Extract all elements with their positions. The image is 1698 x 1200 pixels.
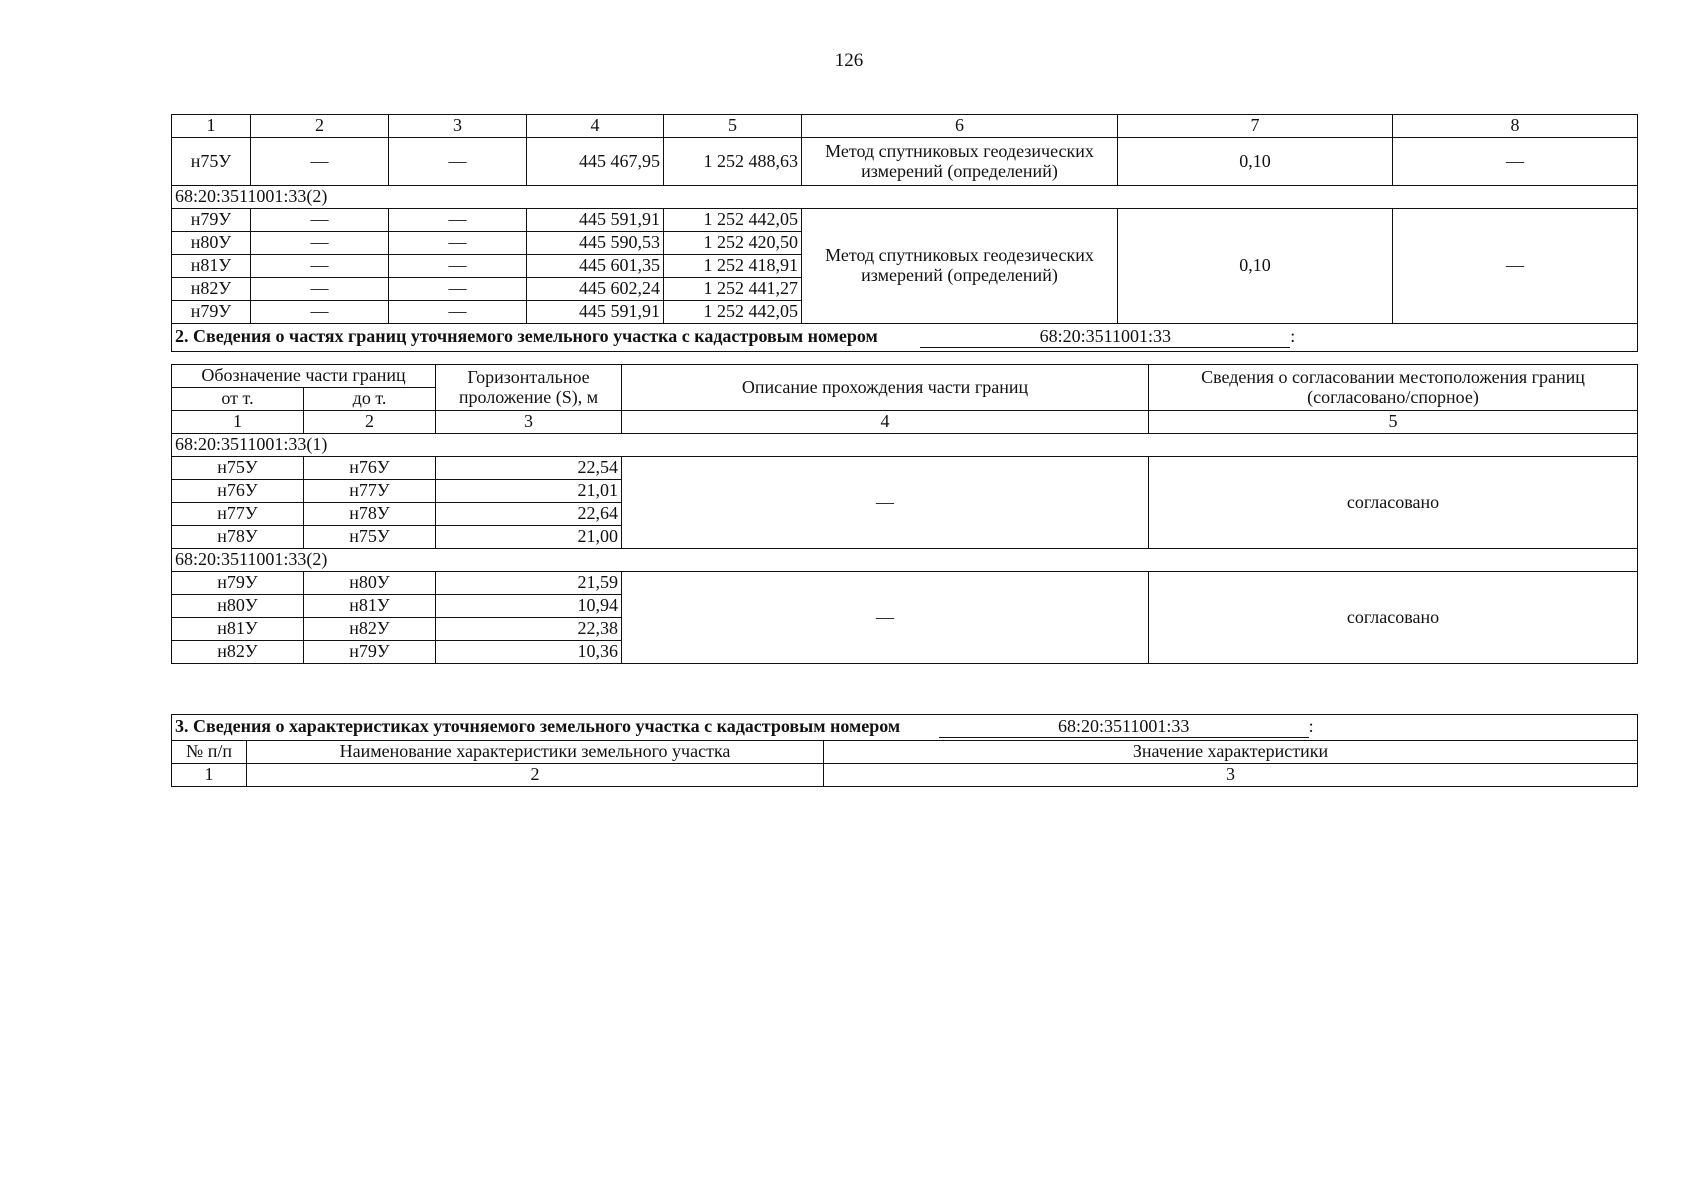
group-title-row: [172, 434, 1638, 457]
from-cell: н75У: [172, 457, 304, 480]
from-cell: н82У: [172, 641, 304, 664]
col-number: 3: [824, 764, 1638, 787]
section-2-title: [172, 324, 1638, 352]
description-cell: —: [622, 457, 1149, 549]
x-coordinate: 445 467,95: [527, 138, 664, 186]
characteristics-table: [171, 714, 1638, 787]
cell: —: [389, 209, 527, 232]
col-number: 1: [172, 115, 251, 138]
point-cell: н80У: [172, 232, 251, 255]
section-2-title-text: 2. Сведения о частях границ уточняемого земельного участка с кадастровым номером: [175, 326, 878, 347]
to-header: до т.: [304, 388, 436, 411]
num-header: № п/п: [172, 741, 247, 764]
col-number: 8: [1393, 115, 1638, 138]
to-cell: н77У: [304, 480, 436, 503]
group-title-row: [172, 186, 1638, 209]
from-cell: н80У: [172, 595, 304, 618]
y-coordinate: 1 252 441,27: [664, 278, 802, 301]
cell: —: [251, 209, 389, 232]
from-cell: н78У: [172, 526, 304, 549]
value-header: Значение характеристики: [824, 741, 1638, 764]
cell: —: [389, 301, 527, 324]
col-number: 7: [1118, 115, 1393, 138]
x-coordinate: 445 601,35: [527, 255, 664, 278]
cell: —: [251, 138, 389, 186]
agreement-cell: согласовано: [1149, 572, 1638, 664]
coordinates-table: [171, 114, 1638, 352]
col-number: 4: [622, 411, 1149, 434]
col-number: 2: [251, 115, 389, 138]
col-number: 1: [172, 411, 304, 434]
x-coordinate: 445 591,91: [527, 301, 664, 324]
point-cell: н82У: [172, 278, 251, 301]
column-number-row: [172, 115, 1638, 138]
group-title: 68:20:3511001:33(1): [172, 434, 1638, 457]
cell: —: [389, 278, 527, 301]
table-row: [172, 572, 1638, 595]
page-number: 126: [834, 50, 864, 71]
distance-cell: 21,01: [436, 480, 622, 503]
cell: —: [1393, 138, 1638, 186]
cell: —: [389, 232, 527, 255]
designation-header: Обозначение части границ: [172, 365, 436, 388]
horizontal-header: Горизонтальное проложение (S), м: [436, 365, 622, 411]
from-cell: н81У: [172, 618, 304, 641]
table-row: [172, 457, 1638, 480]
col-number: 3: [389, 115, 527, 138]
col-number: 2: [247, 764, 824, 787]
column-number-row: [172, 411, 1638, 434]
column-number-row: [172, 764, 1638, 787]
group-title: 68:20:3511001:33(2): [172, 549, 1638, 572]
section-3-cadastral: 68:20:3511001:33: [939, 717, 1309, 738]
y-coordinate: 1 252 418,91: [664, 255, 802, 278]
cell: —: [389, 255, 527, 278]
cell: —: [1393, 209, 1638, 324]
to-cell: н80У: [304, 572, 436, 595]
description-header: Описание прохождения части границ: [622, 365, 1149, 411]
from-cell: н79У: [172, 572, 304, 595]
agreement-cell: согласовано: [1149, 457, 1638, 549]
col-number: 1: [172, 764, 247, 787]
method-cell: Метод спутниковых геодезических измерений (определений): [802, 138, 1118, 186]
x-coordinate: 445 590,53: [527, 232, 664, 255]
colon: :: [1290, 326, 1296, 347]
header-row: [172, 741, 1638, 764]
accuracy-cell: 0,10: [1118, 209, 1393, 324]
to-cell: н76У: [304, 457, 436, 480]
name-header: Наименование характеристики земельного участка: [247, 741, 824, 764]
cell: —: [251, 301, 389, 324]
col-number: 3: [436, 411, 622, 434]
col-number: 2: [304, 411, 436, 434]
group-title-row: [172, 549, 1638, 572]
to-cell: н79У: [304, 641, 436, 664]
group-title: 68:20:3511001:33(2): [172, 186, 1638, 209]
col-number: 6: [802, 115, 1118, 138]
point-cell: н81У: [172, 255, 251, 278]
distance-cell: 21,00: [436, 526, 622, 549]
colon: :: [1308, 716, 1314, 737]
y-coordinate: 1 252 442,05: [664, 301, 802, 324]
accuracy-cell: 0,10: [1118, 138, 1393, 186]
boundary-parts-table: [171, 364, 1638, 664]
to-cell: н81У: [304, 595, 436, 618]
cell: —: [251, 232, 389, 255]
description-cell: —: [622, 572, 1149, 664]
section-3-title-text: 3. Сведения о характеристиках уточняемого земельного участка с кадастровым номером: [175, 716, 901, 737]
table-row: [172, 209, 1638, 232]
header-row: [172, 365, 1638, 388]
col-number: 5: [664, 115, 802, 138]
distance-cell: 10,36: [436, 641, 622, 664]
y-coordinate: 1 252 420,50: [664, 232, 802, 255]
to-cell: н75У: [304, 526, 436, 549]
y-coordinate: 1 252 442,05: [664, 209, 802, 232]
section-3-title: [172, 715, 1638, 741]
table-row: [172, 138, 1638, 186]
col-number: 5: [1149, 411, 1638, 434]
point-cell: н79У: [172, 209, 251, 232]
from-header: от т.: [172, 388, 304, 411]
agreement-header: Сведения о согласовании местоположения границ (согласовано/спорное): [1149, 365, 1638, 411]
to-cell: н78У: [304, 503, 436, 526]
distance-cell: 21,59: [436, 572, 622, 595]
x-coordinate: 445 591,91: [527, 209, 664, 232]
from-cell: н76У: [172, 480, 304, 503]
distance-cell: 22,38: [436, 618, 622, 641]
from-cell: н77У: [172, 503, 304, 526]
to-cell: н82У: [304, 618, 436, 641]
distance-cell: 10,94: [436, 595, 622, 618]
cell: —: [389, 138, 527, 186]
cell: —: [251, 255, 389, 278]
y-coordinate: 1 252 488,63: [664, 138, 802, 186]
section-title-row: [172, 715, 1638, 741]
point-cell: н75У: [172, 138, 251, 186]
point-cell: н79У: [172, 301, 251, 324]
cell: —: [251, 278, 389, 301]
distance-cell: 22,64: [436, 503, 622, 526]
section-title-row: [172, 324, 1638, 352]
col-number: 4: [527, 115, 664, 138]
section-2-cadastral: 68:20:3511001:33: [920, 327, 1290, 348]
method-cell: Метод спутниковых геодезических измерений (определений): [802, 209, 1118, 324]
x-coordinate: 445 602,24: [527, 278, 664, 301]
distance-cell: 22,54: [436, 457, 622, 480]
